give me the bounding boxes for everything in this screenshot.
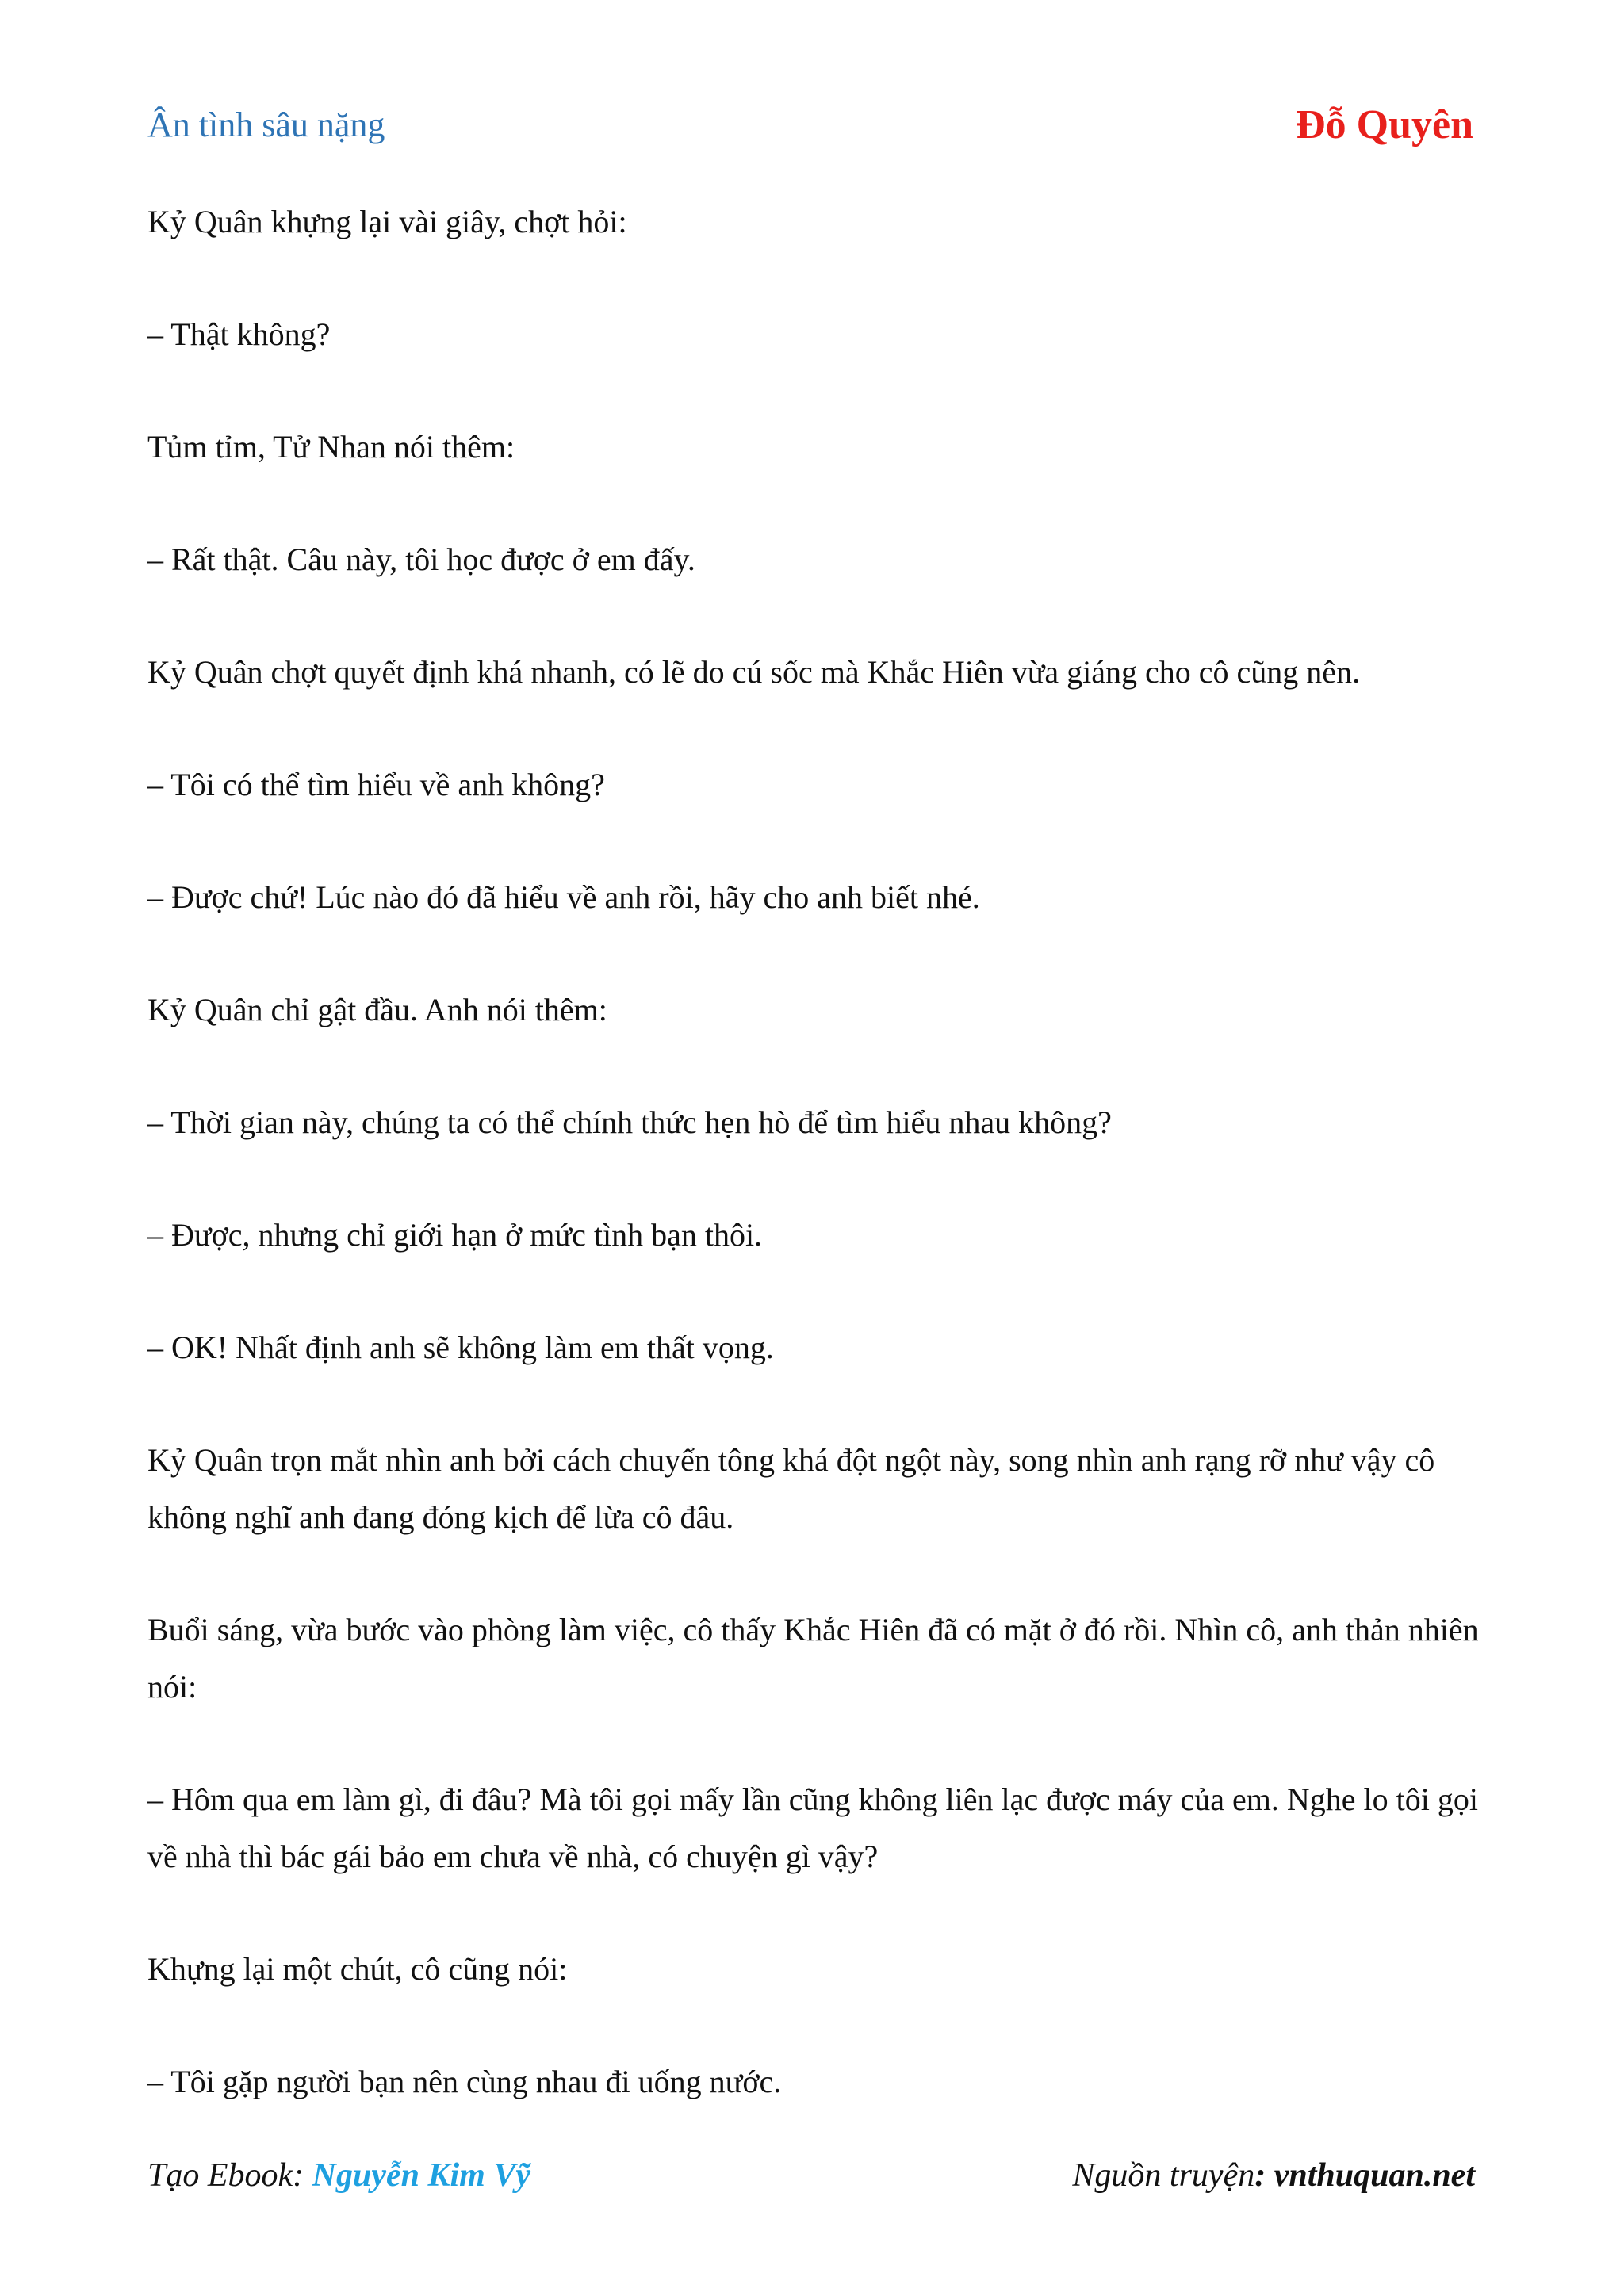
ebook-creator: Nguyễn Kim Vỹ [312, 2157, 530, 2194]
paragraph: Khựng lại một chút, cô cũng nói: [147, 1951, 568, 1987]
source-separator: : [1254, 2157, 1274, 2194]
paragraph: – Tôi gặp người bạn nên cùng nhau đi uống nước. [147, 2064, 782, 2099]
paragraph: – Được chứ! Lúc nào đó đã hiểu về anh rồi, hãy cho anh biết nhé. [147, 879, 980, 915]
ebook-separator: : [293, 2157, 312, 2194]
paragraph: – Hôm qua em làm gì, đi đâu? Mà tôi gọi mấy lần cũng không liên lạc được máy của em. Nghe lo tôi gọi về nhà thì bác gái bảo em chưa về nhà, có chuyện gì vậy? [147, 1781, 1479, 1874]
source-label: Nguồn truyện [1072, 2157, 1255, 2194]
page-header [147, 101, 1473, 157]
paragraph: – OK! Nhất định anh sẽ không làm em thất vọng. [147, 1330, 774, 1365]
author-name: Đỗ Quyên [1296, 102, 1473, 147]
paragraph: – Thời gian này, chúng ta có thể chính thức hẹn hò để tìm hiểu nhau không? [147, 1104, 1112, 1140]
ebook-label: Tạo Ebook [147, 2157, 293, 2194]
story-body [147, 193, 1480, 2166]
paragraph: Tủm tỉm, Tử Nhan nói thêm: [147, 429, 515, 465]
paragraph: – Rất thật. Câu này, tôi học được ở em đấy. [147, 541, 695, 577]
paragraph: Kỷ Quân chợt quyết định khá nhanh, có lẽ do cú sốc mà Khắc Hiên vừa giáng cho cô cũng nên. [147, 654, 1361, 690]
source-site: vnthuquan.net [1274, 2157, 1475, 2194]
paragraph: Kỷ Quân trọn mắt nhìn anh bởi cách chuyển tông khá đột ngột này, song nhìn anh rạng rỡ như vậy cô không nghĩ anh đang đóng kịch để lừa cô đâu. [147, 1442, 1435, 1535]
paragraph: Kỷ Quân chỉ gật đầu. Anh nói thêm: [147, 992, 607, 1027]
paragraph: – Thật không? [147, 316, 331, 352]
source-credit [1072, 2156, 1475, 2195]
page-footer [147, 2156, 1475, 2204]
book-title: Ân tình sâu nặng [147, 105, 385, 144]
paragraph: – Được, nhưng chỉ giới hạn ở mức tình bạn thôi. [147, 1217, 763, 1253]
paragraph: Buổi sáng, vừa bước vào phòng làm việc, cô thấy Khắc Hiên đã có mặt ở đó rồi. Nhìn cô, anh thản nhiên nói: [147, 1612, 1479, 1705]
paragraph: Kỷ Quân khựng lại vài giây, chợt hỏi: [147, 204, 627, 239]
ebook-credit [147, 2156, 530, 2195]
paragraph: – Tôi có thể tìm hiểu về anh không? [147, 767, 605, 802]
